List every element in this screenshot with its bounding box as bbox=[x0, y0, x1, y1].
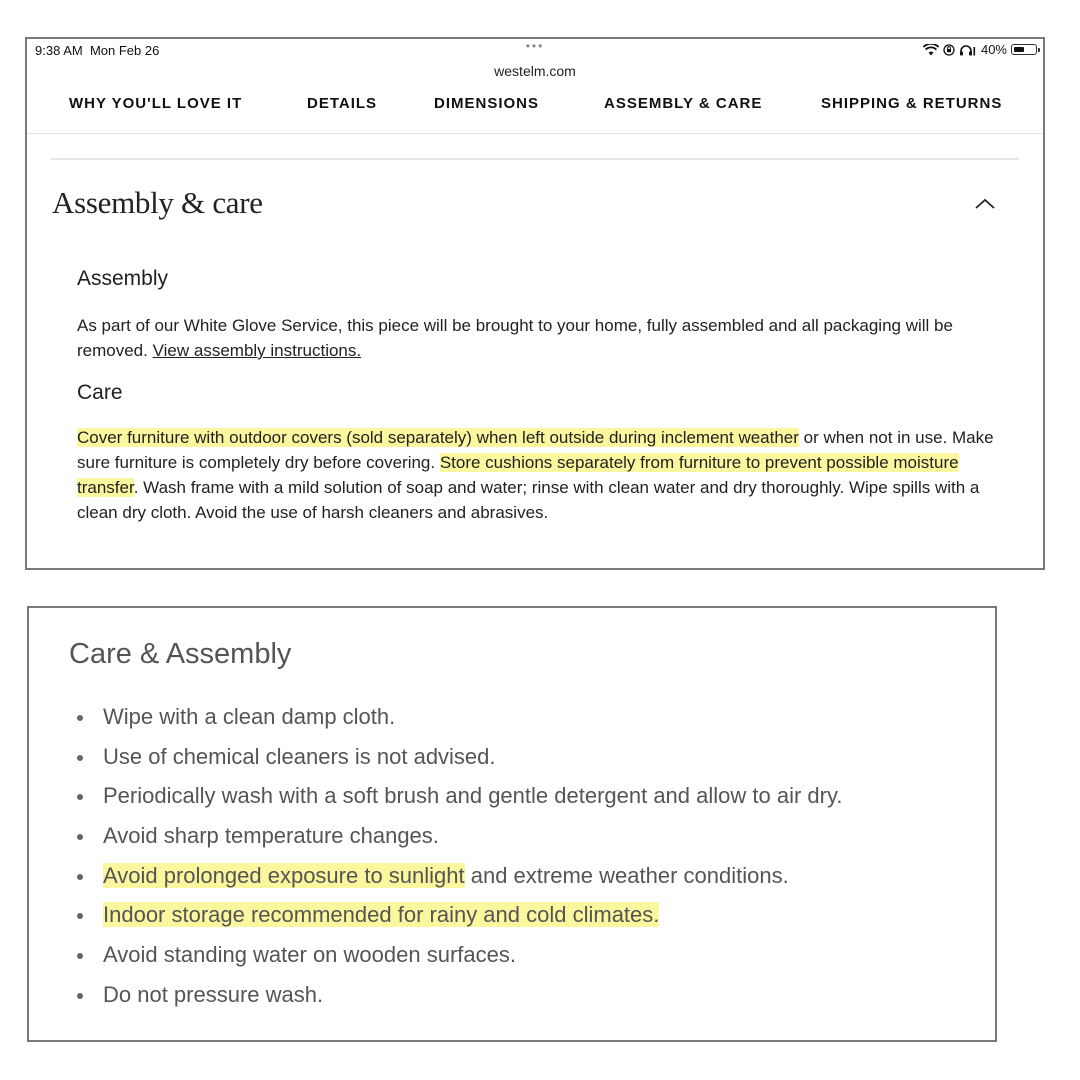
battery-icon bbox=[1011, 44, 1037, 55]
section-title[interactable]: Assembly & care bbox=[52, 185, 263, 220]
care-paragraph bbox=[77, 425, 1007, 525]
tab-overview-dots[interactable]: ••• bbox=[525, 39, 545, 53]
assembly-instructions-link[interactable]: View assembly instructions. bbox=[152, 341, 362, 360]
care-heading: Care bbox=[77, 381, 123, 404]
list-item bbox=[69, 704, 842, 744]
tab-details[interactable]: DETAILS bbox=[307, 95, 378, 112]
wifi-icon bbox=[923, 44, 939, 56]
list-item bbox=[69, 783, 842, 823]
list-item-text: Periodically wash with a soft brush and gentle detergent and allow to air dry. bbox=[103, 783, 843, 809]
care-assembly-title: Care & Assembly bbox=[69, 638, 292, 670]
assembly-heading: Assembly bbox=[77, 267, 169, 290]
list-item bbox=[69, 982, 842, 1022]
bullet-icon bbox=[77, 874, 83, 880]
bullet-icon bbox=[77, 755, 83, 761]
status-indicators bbox=[923, 42, 1037, 57]
tab-why-youll-love-it[interactable]: WHY YOU'LL LOVE IT bbox=[69, 95, 243, 112]
care-text-2: . Wash frame with a mild solution of soap and water; rinse with clean water and dry thoroughly. Wipe spills with a clean dry cloth. Avoid the use of harsh cleaners and abrasives. bbox=[77, 478, 980, 522]
bullet-icon bbox=[77, 993, 83, 999]
tab-assembly-care[interactable]: ASSEMBLY & CARE bbox=[604, 95, 763, 112]
list-item-text: Wipe with a clean damp cloth. bbox=[103, 704, 396, 729]
battery-percent: 40% bbox=[980, 42, 1007, 57]
care-highlight-covers: Cover furniture with outdoor covers (sold separately) when left outside during inclement weather bbox=[77, 428, 799, 447]
list-item-text: and extreme weather conditions. bbox=[464, 862, 789, 888]
bullet-icon bbox=[77, 715, 83, 721]
tab-dimensions[interactable]: DIMENSIONS bbox=[434, 95, 540, 112]
bullet-icon bbox=[77, 794, 83, 800]
assembly-text: As part of our White Glove Service, this piece will be brought to your home, fully assembled and all packaging will be removed. bbox=[77, 316, 953, 360]
status-time-clock: 9:38 AM bbox=[35, 43, 83, 58]
assembly-paragraph bbox=[77, 313, 1007, 363]
care-text-1: or when not in use. Make sure furniture is completely dry before covering. bbox=[77, 428, 994, 472]
list-item bbox=[69, 823, 842, 863]
address-bar-url[interactable]: westelm.com bbox=[494, 63, 576, 79]
list-item bbox=[69, 863, 842, 903]
status-time-date: Mon Feb 26 bbox=[89, 43, 160, 58]
care-highlight-cushions: Store cushions separately from furniture to prevent possible moisture transfer bbox=[77, 453, 959, 497]
list-item bbox=[69, 942, 842, 982]
list-item-text: Avoid sharp temperature changes. bbox=[103, 823, 439, 849]
orientation-lock-icon bbox=[943, 44, 955, 56]
list-item-highlight: Avoid prolonged exposure to sunlight bbox=[103, 862, 465, 888]
product-info-tabbar bbox=[27, 89, 1043, 134]
section-divider bbox=[51, 158, 1019, 160]
headphones-icon bbox=[959, 44, 977, 56]
status-bar bbox=[27, 39, 1043, 87]
list-item-text: Avoid standing water on wooden surfaces. bbox=[103, 942, 516, 968]
chevron-up-icon[interactable] bbox=[973, 197, 997, 216]
list-item-text: Use of chemical cleaners is not advised. bbox=[103, 743, 496, 769]
bullet-icon bbox=[77, 913, 83, 919]
list-item-text: Do not pressure wash. bbox=[103, 981, 324, 1007]
care-assembly-panel bbox=[27, 606, 997, 1042]
westelm-screenshot-panel bbox=[25, 37, 1045, 570]
list-item bbox=[69, 902, 842, 942]
tab-shipping-returns[interactable]: SHIPPING & RETURNS bbox=[821, 95, 1003, 112]
list-item-highlight: Indoor storage recommended for rainy and cold climates. bbox=[103, 902, 660, 928]
list-item bbox=[69, 744, 842, 784]
care-assembly-list bbox=[69, 704, 842, 1022]
bullet-icon bbox=[77, 953, 83, 959]
bullet-icon bbox=[77, 834, 83, 840]
